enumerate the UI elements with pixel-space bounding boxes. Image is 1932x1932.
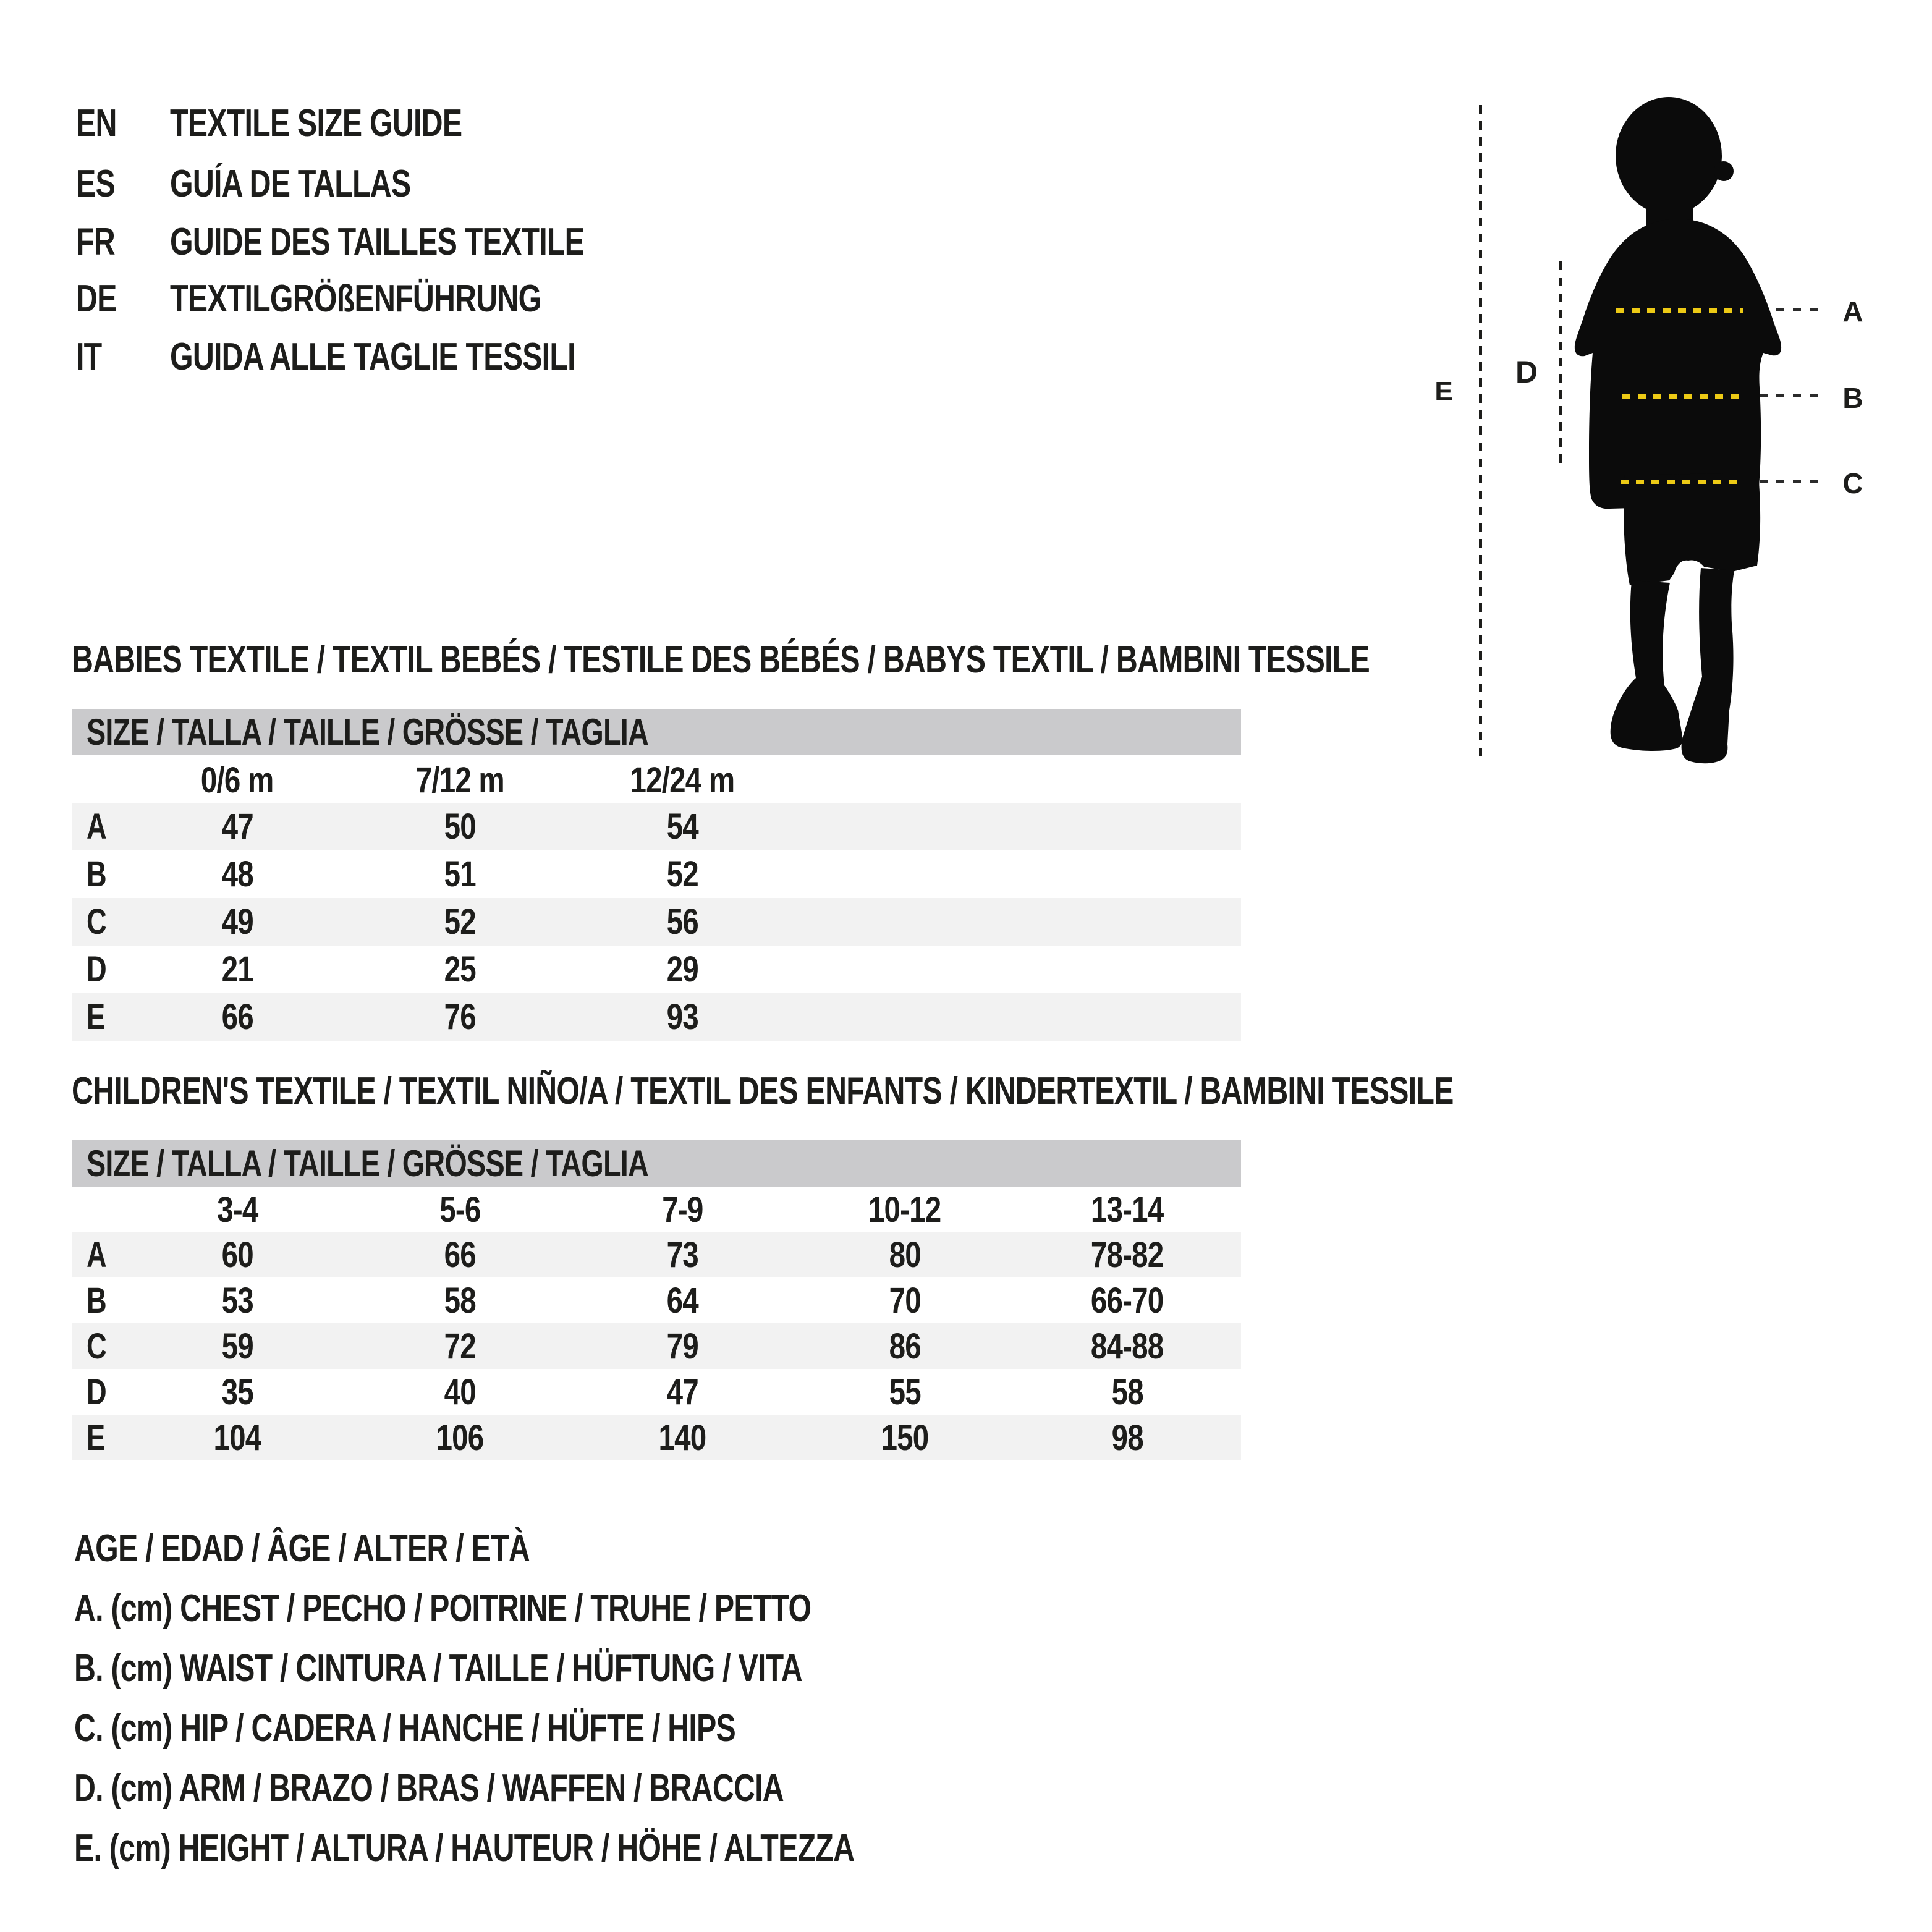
cell-value: 47 (221, 807, 253, 847)
cell-value: 58 (1111, 1371, 1143, 1412)
table-row (72, 898, 1241, 946)
table-row (72, 850, 1241, 898)
table-row (72, 1415, 1241, 1460)
language-code: EN (76, 102, 117, 145)
cell-value: 29 (666, 949, 698, 989)
table-row (72, 993, 1241, 1041)
row-label: C (87, 1326, 106, 1366)
cell-value: 52 (444, 902, 476, 942)
language-title: TEXTILGRÖßENFÜHRUNG (170, 278, 541, 320)
measure-label-a: A (1842, 295, 1863, 328)
cell-value: 140 (658, 1417, 706, 1458)
cell-value: 72 (444, 1326, 476, 1366)
babies-section-title: BABIES TEXTILE / TEXTIL BEBÉS / TESTILE DES BÉBÉS / BABYS TEXTIL / BAMBINI TESSILE (72, 638, 1370, 681)
cell-value: 150 (881, 1417, 929, 1458)
column-header: 12/24 m (630, 760, 735, 800)
cell-value: 49 (221, 902, 253, 942)
table-row (72, 1232, 1241, 1277)
row-label: B (87, 854, 106, 894)
cell-value: 60 (221, 1234, 253, 1275)
cell-value: 66-70 (1091, 1280, 1164, 1321)
column-header: 3-4 (216, 1189, 258, 1230)
cell-value: 106 (436, 1417, 484, 1458)
measure-label-e: E (1434, 376, 1453, 407)
cell-value: 76 (444, 997, 476, 1037)
cell-value: 47 (666, 1371, 698, 1412)
column-header: 13-14 (1091, 1189, 1164, 1230)
cell-value: 50 (444, 807, 476, 847)
cell-value: 40 (444, 1371, 476, 1412)
cell-value: 78-82 (1091, 1234, 1164, 1275)
language-title: GUIDE DES TAILLES TEXTILE (170, 221, 585, 263)
column-header: 0/6 m (201, 760, 274, 800)
hip-measure-dash-c (1621, 480, 1744, 484)
legend-item: AGE / EDAD / ÂGE / ALTER / ETÀ (74, 1527, 530, 1570)
children-column-header-row (72, 1188, 1241, 1231)
cell-value: 48 (221, 854, 253, 894)
babies-column-header-row (72, 758, 1241, 802)
cell-value: 55 (889, 1371, 921, 1412)
waist-measure-dash-b (1622, 394, 1740, 399)
table-row (72, 1277, 1241, 1323)
cell-value: 66 (444, 1234, 476, 1275)
cell-value: 80 (889, 1234, 921, 1275)
row-label: E (87, 997, 105, 1037)
language-title: GUIDA ALLE TAGLIE TESSILI (170, 336, 575, 378)
row-label: C (87, 902, 106, 942)
language-title: GUÍA DE TALLAS (170, 163, 411, 205)
cell-value: 35 (221, 1371, 253, 1412)
cell-value: 64 (666, 1280, 698, 1321)
chest-measure-dash-a (1616, 308, 1743, 313)
cell-value: 73 (666, 1234, 698, 1275)
measure-label-d: D (1515, 355, 1538, 389)
measure-label-c: C (1842, 467, 1863, 499)
legend-item: A. (cm) CHEST / PECHO / POITRINE / TRUHE / PETTO (74, 1587, 811, 1630)
row-label: D (87, 949, 106, 989)
language-title: TEXTILE SIZE GUIDE (170, 102, 462, 145)
children-section-title: CHILDREN'S TEXTILE / TEXTIL NIÑO/A / TEXTIL DES ENFANTS / KINDERTEXTIL / BAMBINI TESSILE (72, 1070, 1454, 1112)
language-code: FR (76, 221, 115, 263)
cell-value: 84-88 (1091, 1326, 1164, 1366)
row-label: A (87, 1234, 106, 1275)
table-row (72, 803, 1241, 850)
cell-value: 79 (666, 1326, 698, 1366)
measure-label-b: B (1842, 382, 1863, 414)
row-label: D (87, 1371, 106, 1412)
language-code: DE (76, 278, 117, 320)
column-header: 7-9 (661, 1189, 703, 1230)
legend-item: D. (cm) ARM / BRAZO / BRAS / WAFFEN / BRACCIA (74, 1767, 784, 1810)
cell-value: 21 (221, 949, 253, 989)
table-row (72, 946, 1241, 993)
child-silhouette (1573, 97, 1783, 765)
column-header: 10-12 (868, 1189, 941, 1230)
cell-value: 25 (444, 949, 476, 989)
row-label: E (87, 1417, 105, 1458)
cell-value: 52 (666, 854, 698, 894)
legend-item: B. (cm) WAIST / CINTURA / TAILLE / HÜFTUNG / VITA (74, 1647, 802, 1690)
column-header: 7/12 m (415, 760, 504, 800)
cell-value: 56 (666, 902, 698, 942)
babies-size-header-bar: SIZE / TALLA / TAILLE / GRÖSSE / TAGLIA (72, 709, 1241, 755)
children-size-header-bar: SIZE / TALLA / TAILLE / GRÖSSE / TAGLIA (72, 1140, 1241, 1187)
cell-value: 66 (221, 997, 253, 1037)
cell-value: 98 (1111, 1417, 1143, 1458)
cell-value: 59 (221, 1326, 253, 1366)
legend-item: E. (cm) HEIGHT / ALTURA / HAUTEUR / HÖHE / ALTEZZA (74, 1827, 855, 1870)
table-row (72, 1369, 1241, 1415)
cell-value: 54 (666, 807, 698, 847)
row-label: A (87, 807, 106, 847)
cell-value: 93 (666, 997, 698, 1037)
table-row (72, 1323, 1241, 1369)
legend-item: C. (cm) HIP / CADERA / HANCHE / HÜFTE / HIPS (74, 1707, 736, 1750)
cell-value: 51 (444, 854, 476, 894)
cell-value: 86 (889, 1326, 921, 1366)
cell-value: 53 (221, 1280, 253, 1321)
column-header: 5-6 (439, 1189, 481, 1230)
row-label: B (87, 1280, 106, 1321)
cell-value: 58 (444, 1280, 476, 1321)
language-code: IT (76, 336, 102, 378)
language-code: ES (76, 163, 115, 205)
arm-measure-line-d (1559, 261, 1562, 470)
cell-value: 70 (889, 1280, 921, 1321)
cell-value: 104 (213, 1417, 261, 1458)
